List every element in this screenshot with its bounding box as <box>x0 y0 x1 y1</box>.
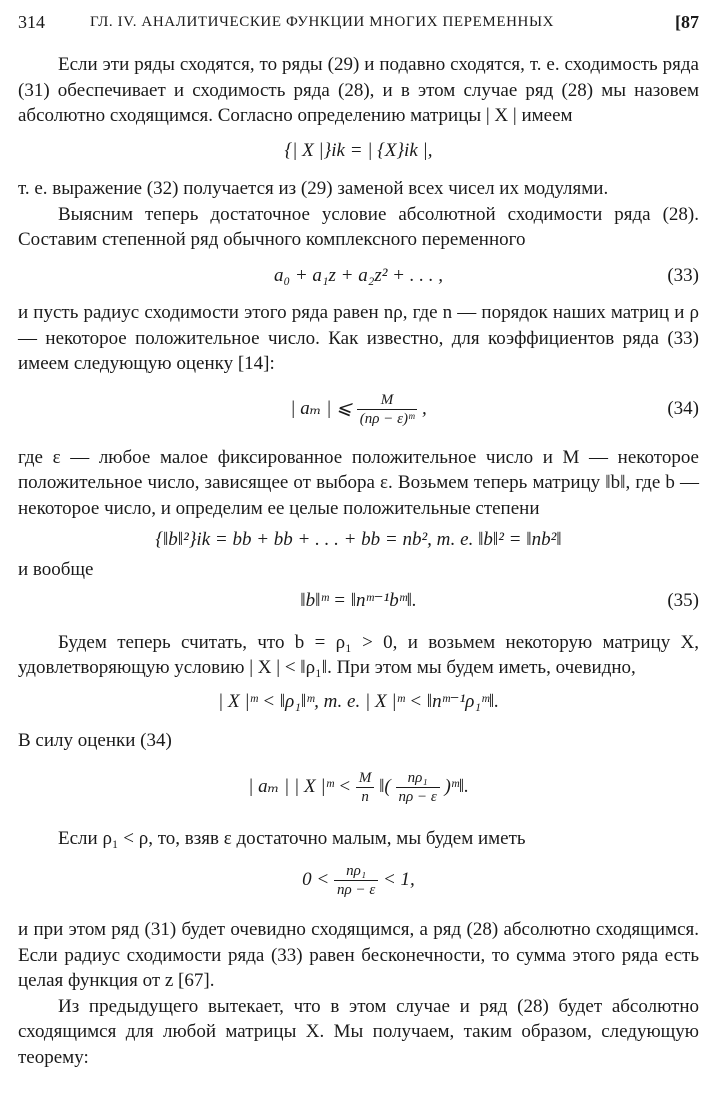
formula <box>18 762 699 812</box>
paragraph: Выясним теперь достаточное условие абсолютной сходимости ряда (28). Составим степенной ряд обычного комплексного переменного <box>18 203 699 250</box>
fraction <box>334 862 378 899</box>
formula <box>18 588 699 614</box>
formula-text: , <box>422 397 427 419</box>
paragraph: В силу оценки (34) <box>18 730 172 751</box>
page-body <box>18 52 699 1070</box>
fraction-denominator: nρ − ε <box>337 882 376 899</box>
paragraph: и при этом ряд (31) будет очевидно сходящимся, а ряд (28) абсолютно сходящимся. Если радиус сходимости ряда (33) равен бесконечности, то сумма этого ряда есть целая функция от z [67]. <box>18 919 699 991</box>
paragraph: и пусть радиус сходимости этого ряда равен nρ, где n — порядок наших матриц и ρ — некоторое положительное число. Как известно, для коэффициентов ряда (33) имеем следующую оценку [14]: <box>18 302 699 374</box>
paragraph: Если ρ₁ < ρ, то, взяв ε достаточно малым, мы будем иметь <box>58 827 526 849</box>
formula-text: < 1, <box>382 869 415 890</box>
running-header <box>18 12 699 38</box>
paragraph: Из предыдущего вытекает, что в этом случае и ряд (28) будет абсолютно сходящимся для любой матрицы X. Мы получаем, таким образом, следующую теорему: <box>18 995 699 1068</box>
formula-text: {| X |}ik = | {X}ik |, <box>284 139 433 161</box>
paragraph: где ε — любое малое фиксированное положительное число и M — некоторое положительное число, зависящее от выбора ε. Возьмем теперь матрицу ‖b‖, где b — некоторое число, и определим ее целые положительные степени <box>18 446 699 519</box>
formula <box>18 527 699 553</box>
formula-text: ‖( <box>379 775 391 797</box>
fraction-numerator: M <box>357 391 417 410</box>
formula <box>18 857 699 903</box>
chapter-title: ГЛ. IV. АНАЛИТИЧЕСКИЕ ФУНКЦИИ МНОГИХ ПЕРЕМЕННЫХ <box>90 14 555 30</box>
formula <box>18 387 699 431</box>
fraction <box>396 769 440 806</box>
paragraph: Если эти ряды сходятся, то ряды (29) и подавно сходятся, т. е. сходимость ряда (31) обеспечивает и сходимость ряда (28), и в этом случае ряд (28) мы назовем абсолютно сходящимся. Согласно определению матрицы | X | имеем <box>18 54 699 126</box>
paragraph: и вообще <box>18 558 94 580</box>
fraction-numerator: nρ₁ <box>396 769 440 788</box>
page-number: 314 <box>18 12 45 32</box>
fraction-numerator: M <box>356 769 375 788</box>
formula-text: | aₘ | ⩽ <box>290 397 353 419</box>
formula-text: | X |ᵐ < ‖ρ₁‖ᵐ, т. е. | X |ᵐ < ‖nᵐ⁻¹ρ₁ᵐ‖. <box>217 690 499 712</box>
fraction-numerator: nρ₁ <box>334 862 378 881</box>
fraction-denominator: (nρ − ε)ᵐ <box>359 410 415 427</box>
paragraph: Будем теперь считать, что b = ρ₁ > 0, и возьмем некоторую матрицу X, удовлетворяющую условию | X | < ‖ρ₁‖. При этом мы будем иметь, очевидно, <box>18 631 699 678</box>
formula <box>18 263 699 289</box>
formula <box>18 689 699 715</box>
formula-text: a₀ + a₁z + a₂z² + . . . , <box>273 264 443 286</box>
formula-text: {‖b‖²}ik = bb + bb + . . . + bb = nb², т. е. ‖b‖² = ‖nb²‖ <box>155 529 562 550</box>
equation-number: (35) <box>667 590 699 611</box>
paragraph: т. е. выражение (32) получается из (29) заменой всех чисел их модулями. <box>18 178 609 199</box>
formula-text: 0 < <box>302 869 330 890</box>
fraction <box>356 769 375 806</box>
equation-number: (33) <box>667 264 699 286</box>
equation-number: (34) <box>667 397 699 419</box>
fraction-denominator: nρ − ε <box>398 788 437 805</box>
fraction-denominator: n <box>361 788 369 805</box>
formula <box>18 138 699 164</box>
formula-text: ‖b‖ᵐ = ‖nᵐ⁻¹bᵐ‖. <box>300 590 417 611</box>
formula-text: )ᵐ‖. <box>444 775 469 797</box>
formula-text: | aₘ | | X |ᵐ < <box>248 775 352 797</box>
section-number: [87 <box>675 12 699 32</box>
fraction <box>357 391 417 428</box>
